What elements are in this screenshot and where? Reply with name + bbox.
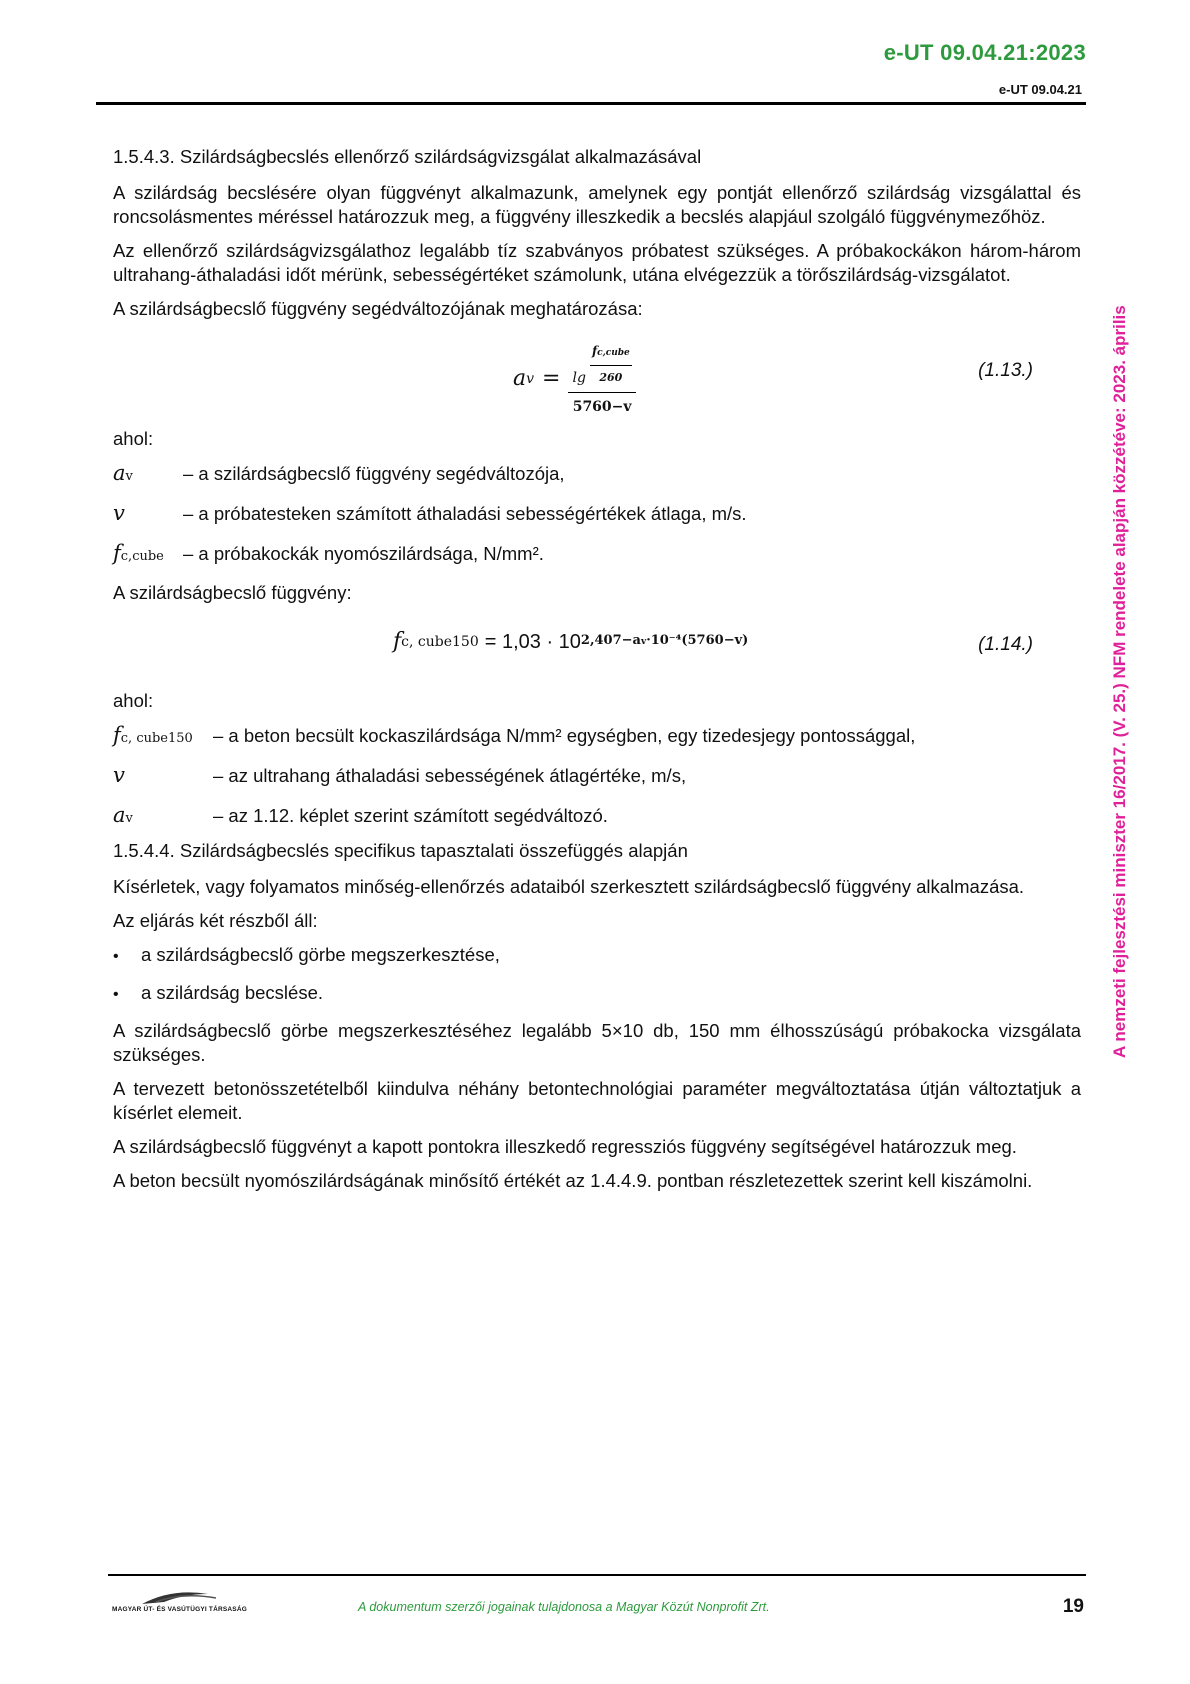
formula-lhs-var: a <box>513 366 527 391</box>
paragraph-8: A tervezett betonösszetételből kiindulva néhány betontechnológiai paraméter megváltoztatása útján változtatjuk a kísérlet elemeit. <box>113 1078 1081 1123</box>
definition-symbol <box>113 461 183 489</box>
formula-inner-denominator: 260 <box>599 371 623 384</box>
paragraph-7: A szilárdságbecslő görbe megszerkesztéséhez legalább 5×10 db, 150 mm élhosszúságú próbakocka vizsgálata szükséges. <box>113 1020 1081 1065</box>
formula2-exponent-main: 2,407−a <box>580 633 641 648</box>
formula-lhs-sub: v <box>526 371 535 387</box>
formula-inner-f: f <box>591 344 598 358</box>
list-item <box>113 943 1081 969</box>
paragraph-4: A szilárdságbecslő függvény: <box>113 582 352 603</box>
definition-row <box>113 461 1081 489</box>
definition-list-2 <box>113 723 1081 831</box>
definition-row <box>113 541 1081 569</box>
formula-lg: lg <box>572 370 586 386</box>
definition-symbol <box>113 541 183 569</box>
ahol-label-1: ahol: <box>113 428 154 449</box>
definition-symbol-main: f <box>113 723 121 747</box>
formula2-exponent-rest: ·10⁻⁴(5760−v) <box>646 633 749 648</box>
definition-symbol <box>113 501 183 529</box>
paragraph-9: A szilárdságbecslő függvényt a kapott pontokra illeszkedő regressziós függvény segítségével határozzuk meg. <box>113 1136 1017 1157</box>
definition-symbol-main: v <box>113 763 125 787</box>
formula-1-14-body <box>393 629 748 654</box>
paragraph-1: A szilárdság becslésére olyan függvényt alkalmazunk, amelynek egy pontját ellenőrző szilárdság vizsgálattal és roncsolásmentes méréssel határozzuk meg, a függvény illeszkedik a becslés alapjául szolgáló függvénymezőhöz. <box>113 182 1081 227</box>
bullet-icon: • <box>113 986 119 1003</box>
footer-copyright: A dokumentum szerzői jogainak tulajdonosa a Magyar Közút Nonprofit Zrt. <box>358 1600 770 1614</box>
formula-1-13 <box>113 339 1081 415</box>
formula-denominator: 5760−v <box>572 399 632 415</box>
section-heading-1544: 1.5.4.4. Szilárdságbecslés specifikus tapasztalati összefüggés alapján <box>113 840 688 861</box>
page-content <box>113 145 1081 1203</box>
definition-symbol-main: v <box>113 501 125 525</box>
definition-row <box>113 723 1081 751</box>
definition-symbol <box>113 723 213 751</box>
definition-row <box>113 501 1081 529</box>
formula2-exponent-sub: v <box>640 637 647 647</box>
definition-list-1 <box>113 461 1081 569</box>
definition-symbol <box>113 763 213 791</box>
list-item-text: a szilárdság becslése. <box>141 982 324 1003</box>
paragraph-10: A beton becsült nyomószilárdságának minősítő értékét az 1.4.4.9. pontban részletezettek szerint kell kiszámolni. <box>113 1170 1033 1191</box>
list-item <box>113 981 1081 1007</box>
formula-fraction <box>568 339 635 419</box>
standard-code: e-UT 09.04.21:2023 <box>883 40 1086 65</box>
definition-text: – az 1.12. képlet szerint számított segédváltozó. <box>213 805 608 826</box>
definition-symbol-main: a <box>113 803 126 827</box>
formula-1-13-body <box>513 339 636 419</box>
page-number: 19 <box>1062 1596 1084 1617</box>
paragraph-3: A szilárdságbecslő függvény segédváltozójának meghatározása: <box>113 298 643 319</box>
definition-row <box>113 803 1081 831</box>
formula2-lhs-sub: c, cube150 <box>401 633 479 650</box>
definition-symbol-main: a <box>113 461 126 485</box>
standard-code-small: e-UT 09.04.21 <box>998 82 1082 97</box>
definition-text: – a próbakockák nyomószilárdsága, N/mm². <box>183 543 544 564</box>
definition-symbol <box>113 803 213 831</box>
definition-text: – a beton becsült kockaszilárdsága N/mm² egységben, egy tizedesjegy pontossággal, <box>213 725 916 746</box>
footer-rule <box>108 1574 1086 1576</box>
formula2-lhs-var: f <box>393 628 402 654</box>
publisher-logo-text: MAGYAR ÚT- ÉS VASÚTÜGYI TÁRSASÁG <box>112 1606 247 1613</box>
formula-equals: = <box>542 366 561 391</box>
paragraph-5: Kísérletek, vagy folyamatos minőség-ellenőrzés adataiból szerkesztett szilárdságbecslő függvény alkalmazása. <box>113 876 1025 897</box>
definition-symbol-sub: c, cube150 <box>120 731 193 746</box>
equation-number-1-14: (1.14.) <box>978 634 1033 655</box>
ahol-label-2: ahol: <box>113 690 154 711</box>
formula2-rhs: = 1,03 · 10 <box>484 630 581 653</box>
publisher-logo <box>112 1586 262 1622</box>
definition-symbol-sub: v <box>125 469 133 484</box>
formula-inner-sub: c,cube <box>597 348 630 358</box>
bullet-list <box>113 943 1081 1007</box>
definition-text: – a szilárdságbecslő függvény segédváltozója, <box>183 463 565 484</box>
formula-numerator <box>568 339 635 393</box>
bullet-icon: • <box>113 948 119 965</box>
section-heading-1543: 1.5.4.3. Szilárdságbecslés ellenőrző szilárdságvizsgálat alkalmazásával <box>113 146 702 167</box>
definition-symbol-main: f <box>113 541 121 565</box>
paragraph-6: Az eljárás két részből áll: <box>113 910 318 931</box>
definition-text: – az ultrahang áthaladási sebességének átlagértéke, m/s, <box>213 765 687 786</box>
side-publication-note: A nemzeti fejlesztési miniszter 16/2017. (V. 25.) NFM rendelete alapján közzétéve: 2023. április <box>1110 305 1129 1058</box>
definition-text: – a próbatesteken számított áthaladási sebességértékek átlaga, m/s. <box>183 503 747 524</box>
formula-1-14 <box>113 625 1081 669</box>
paragraph-2: Az ellenőrző szilárdságvizsgálathoz legalább tíz szabványos próbatest szükséges. A próbakockákon három-három ultrahang-áthaladási időt mérünk, sebességértéket számolunk, utána elvégezzük a törőszilárdság-vizsgálatot. <box>113 240 1081 285</box>
formula-inner-fraction <box>590 339 632 390</box>
list-item-text: a szilárdságbecslő görbe megszerkesztése, <box>141 944 500 965</box>
definition-row <box>113 763 1081 791</box>
header-rule <box>96 102 1086 105</box>
formula-inner-numerator <box>590 339 632 366</box>
definition-symbol-sub: c,cube <box>120 549 164 564</box>
definition-symbol-sub: v <box>125 811 133 826</box>
equation-number-1-13: (1.13.) <box>978 360 1033 381</box>
formula2-exponent <box>581 629 748 654</box>
